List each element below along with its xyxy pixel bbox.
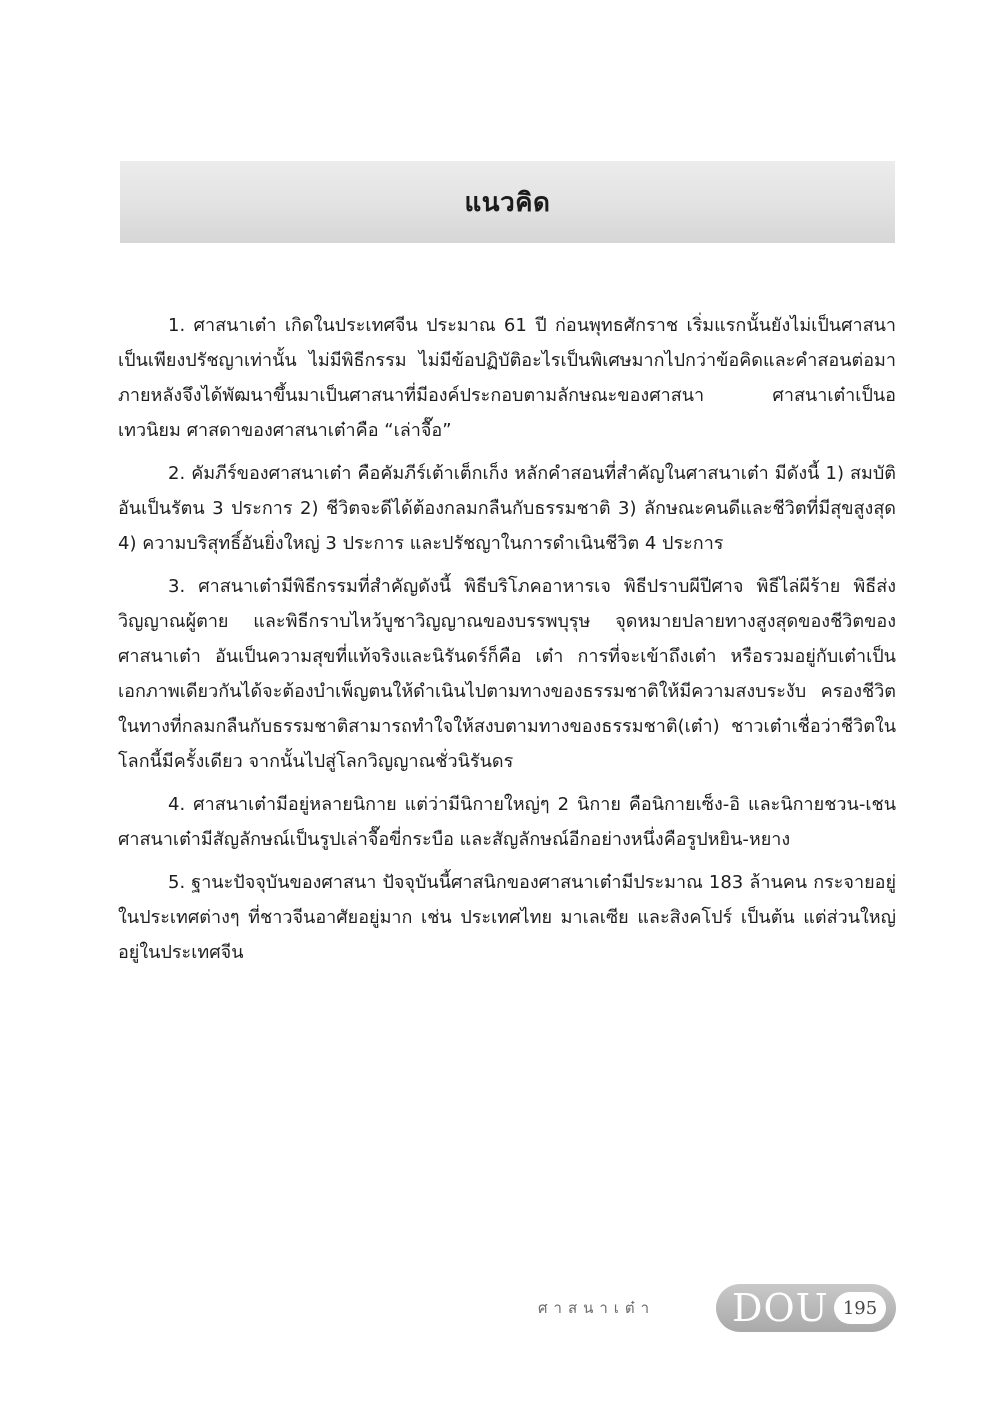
dou-logo: DOU	[732, 1286, 829, 1330]
paragraph-4: 4. ศาสนาเต๋ามีอยู่หลายนิกาย แต่ว่ามีนิกายใหญ่ๆ 2 นิกาย คือนิกายเซ็ง-อิ และนิกายชวน-เชน ศาสนาเต๋ามีสัญลักษณ์เป็นรูปเล่าจื๊อขี่กระบือ และสัญลักษณ์อีกอย่างหนึ่งคือรูปหยิน-หยาง	[118, 794, 896, 850]
section-header-band	[120, 161, 895, 243]
page-number: 195	[834, 1292, 886, 1324]
dou-page-badge	[716, 1284, 896, 1332]
paragraph-5: 5. ฐานะปัจจุบันของศาสนา ปัจจุบันนี้ศาสนิกของศาสนาเต๋ามีประมาณ 183 ล้านคน กระจายอยู่ในประเทศต่างๆ ที่ชาวจีนอาศัยอยู่มาก เช่น ประเทศไทย มาเลเซีย และสิงคโปร์ เป็นต้น แต่ส่วนใหญ่ อยู่ในประเทศจีน	[118, 872, 896, 963]
body-content	[118, 308, 896, 978]
paragraph-2: 2. คัมภีร์ของศาสนาเต๋า คือคัมภีร์เต้าเต็กเก็ง หลักคำสอนที่สำคัญในศาสนาเต๋า มีดังนี้ 1) สมบัติอันเป็นรัตน 3 ประการ 2) ชีวิตจะดีได้ต้องกลมกลืนกับธรรมชาติ 3) ลักษณะคนดีและชีวิตที่มีสุขสูงสุด 4) ความบริสุทธิ์อันยิ่งใหญ่ 3 ประการ และปรัชญาในการดำเนินชีวิต 4 ประการ	[118, 463, 896, 554]
running-title: ศาสนาเต๋า	[538, 1299, 656, 1317]
paragraph-3: 3. ศาสนาเต๋ามีพิธีกรรมที่สำคัญดังนี้ พิธีบริโภคอาหารเจ พิธีปราบผีปีศาจ พิธีไล่ผีร้าย พิธีส่งวิญญาณผู้ตาย และพิธีกราบไหว้บูชาวิญญาณของบรรพบุรุษ จุดหมายปลายทางสูงสุดของชีวิตของศาสนาเต๋า อันเป็นความสุขที่แท้จริงและนิรันดร์ก็คือ เต๋า การที่จะเข้าถึงเต๋า หรือรวมอยู่กับเต๋าเป็นเอกภาพเดียวกันได้จะต้องบำเพ็ญตนให้ดำเนินไปตามทางของธรรมชาติให้มีความสงบระงับ ครองชีวิตในทางที่กลมกลืนกับธรรมชาติสามารถทำใจให้สงบตามทางของธรรมชาติ(เต๋า) ชาวเต๋าเชื่อว่าชีวิตในโลกนี้มีครั้งเดียว จากนั้นไปสู่โลกวิญญาณชั่วนิรันดร	[118, 576, 896, 772]
paragraph-1: 1. ศาสนาเต๋า เกิดในประเทศจีน ประมาณ 61 ปี ก่อนพุทธศักราช เริ่มแรกนั้นยังไม่เป็นศาสนา เป็นเพียงปรัชญาเท่านั้น ไม่มีพิธีกรรม ไม่มีข้อปฏิบัติอะไรเป็นพิเศษมากไปกว่าข้อคิดและคำสอนต่อมาภายหลังจึงได้พัฒนาขึ้นมาเป็นศาสนาที่มีองค์ประกอบตามลักษณะของศาสนา ศาสนาเต๋าเป็นอเทวนิยม ศาสดาของศาสนาเต๋าคือ “เล่าจื๊อ”	[118, 315, 896, 441]
section-title: แนวคิด	[464, 187, 551, 218]
